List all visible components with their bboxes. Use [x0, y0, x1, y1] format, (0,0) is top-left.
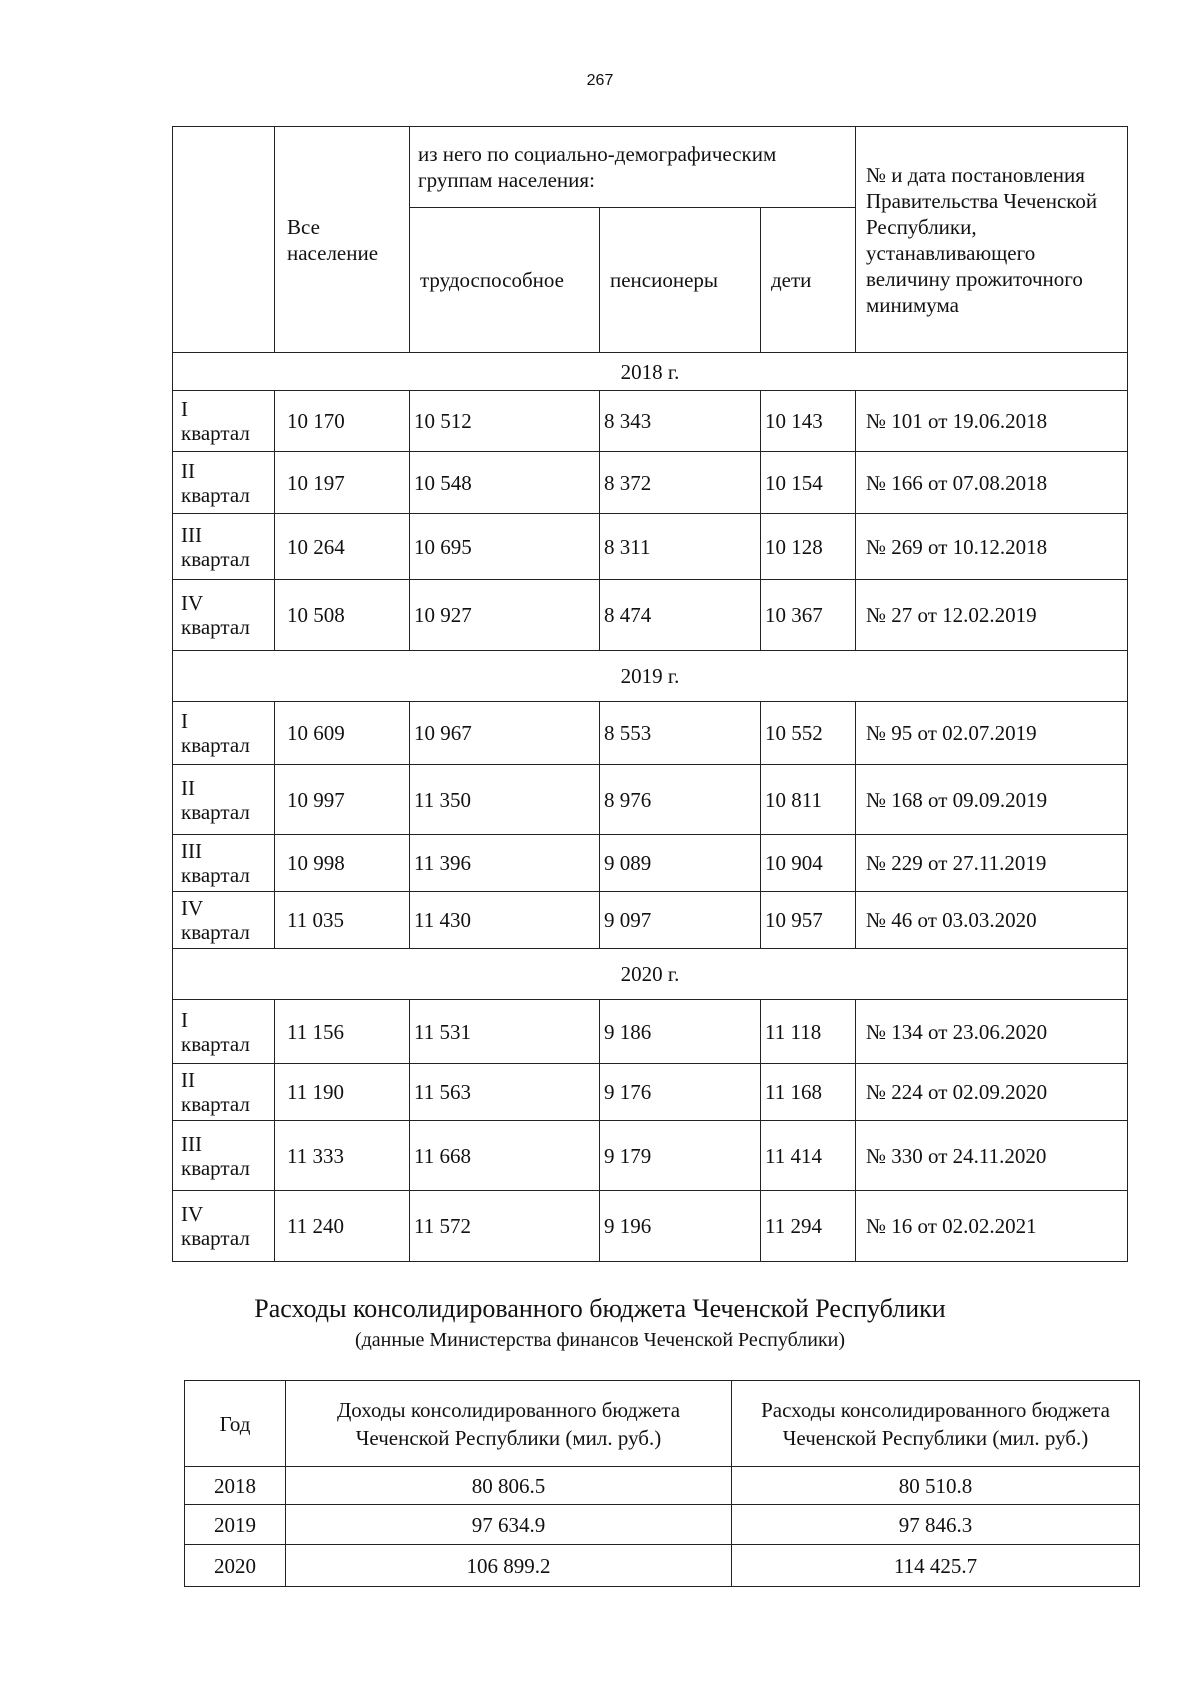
all-population-cell: 10 170	[275, 391, 410, 452]
year-cell: 2018	[185, 1467, 286, 1505]
pensioners-cell: 9 186	[600, 1000, 761, 1064]
resolution-cell: № 46 от 03.03.2020	[856, 892, 1128, 949]
pensioners-cell: 8 372	[600, 452, 761, 514]
children-cell: 11 168	[761, 1064, 856, 1121]
resolution-cell: № 224 от 02.09.2020	[856, 1064, 1128, 1121]
all-population-cell: 11 240	[275, 1191, 410, 1262]
table-row	[173, 514, 1128, 580]
working-age-cell: 10 967	[410, 702, 600, 765]
all-population-cell: 11 190	[275, 1064, 410, 1121]
all-population-cell: 10 197	[275, 452, 410, 514]
pensioners-cell: 9 176	[600, 1064, 761, 1121]
working-age-cell: 11 572	[410, 1191, 600, 1262]
working-age-cell: 11 531	[410, 1000, 600, 1064]
table-row	[173, 580, 1128, 651]
table-row	[173, 892, 1128, 949]
resolution-cell: № 330 от 24.11.2020	[856, 1121, 1128, 1191]
quarter-word: квартал	[181, 733, 250, 757]
quarter-cell	[173, 391, 275, 452]
income-cell: 106 899.2	[286, 1545, 732, 1587]
quarter-word: квартал	[181, 1092, 250, 1116]
quarter-cell	[173, 1121, 275, 1191]
quarter-word: квартал	[181, 1155, 250, 1180]
quarter-word: квартал	[181, 1031, 250, 1056]
resolution-cell: № 229 от 27.11.2019	[856, 835, 1128, 892]
resolution-cell: № 95 от 02.07.2019	[856, 702, 1128, 765]
pensioners-cell: 8 343	[600, 391, 761, 452]
quarter-cell	[173, 514, 275, 580]
all-population-cell: 11 333	[275, 1121, 410, 1191]
pensioners-cell: 8 976	[600, 765, 761, 835]
working-age-cell: 11 350	[410, 765, 600, 835]
year-cell: 2019	[185, 1505, 286, 1545]
children-cell: 10 904	[761, 835, 856, 892]
working-age-cell: 11 430	[410, 892, 600, 949]
quarter-word: квартал	[181, 920, 250, 944]
all-population-cell: 11 156	[275, 1000, 410, 1064]
pensioners-cell: 8 311	[600, 514, 761, 580]
table-row	[185, 1505, 1140, 1545]
all-population-cell: 10 997	[275, 765, 410, 835]
children-cell: 10 143	[761, 391, 856, 452]
quarter-word: квартал	[181, 615, 250, 639]
resolution-cell: № 101 от 19.06.2018	[856, 391, 1128, 452]
pensioners-cell: 9 196	[600, 1191, 761, 1262]
header-group: из него по социально-демографическим группам населения:	[410, 127, 856, 208]
quarter-roman: I	[181, 1007, 188, 1032]
table-row	[173, 391, 1128, 452]
children-cell: 11 414	[761, 1121, 856, 1191]
pensioners-cell: 9 179	[600, 1121, 761, 1191]
table-row	[173, 1191, 1128, 1262]
table-row	[173, 1121, 1128, 1191]
children-cell: 10 128	[761, 514, 856, 580]
table-row	[173, 765, 1128, 835]
children-cell: 11 294	[761, 1191, 856, 1262]
working-age-cell: 11 563	[410, 1064, 600, 1121]
quarter-cell	[173, 835, 275, 892]
table-row	[185, 1545, 1140, 1587]
quarter-cell	[173, 765, 275, 835]
table-row	[173, 1000, 1128, 1064]
quarter-roman: I	[181, 709, 188, 733]
pensioners-cell: 9 089	[600, 835, 761, 892]
header-empty-cell	[173, 127, 275, 353]
header-all-population: Все население	[275, 127, 410, 353]
quarter-roman: III	[181, 522, 202, 547]
table-row	[173, 452, 1128, 514]
income-cell: 97 634.9	[286, 1505, 732, 1545]
quarter-cell	[173, 702, 275, 765]
resolution-cell: № 166 от 07.08.2018	[856, 452, 1128, 514]
header-expenses: Расходы консолидированного бюджета Чеченской Республики (мил. руб.)	[732, 1381, 1140, 1467]
resolution-cell: № 168 от 09.09.2019	[856, 765, 1128, 835]
children-cell: 10 957	[761, 892, 856, 949]
year-row-label: 2019 г.	[173, 651, 1128, 702]
children-cell: 11 118	[761, 1000, 856, 1064]
table-row	[173, 1064, 1128, 1121]
income-cell: 80 806.5	[286, 1467, 732, 1505]
quarter-cell	[173, 1064, 275, 1121]
header-working-age: трудоспособное	[410, 208, 600, 353]
quarter-roman: I	[181, 397, 188, 421]
children-cell: 10 154	[761, 452, 856, 514]
quarter-roman: IV	[181, 896, 204, 920]
table-row	[173, 835, 1128, 892]
header-year: Год	[185, 1381, 286, 1467]
all-population-cell: 10 264	[275, 514, 410, 580]
children-cell: 10 811	[761, 765, 856, 835]
children-cell: 10 552	[761, 702, 856, 765]
header-resolution: № и дата постановления Правительства Чеченской Республики, устанавливающего величину прожиточного минимума	[856, 127, 1128, 353]
working-age-cell: 11 396	[410, 835, 600, 892]
quarter-cell	[173, 580, 275, 651]
quarter-word: квартал	[181, 482, 250, 507]
header-income: Доходы консолидированного бюджета Чеченской Республики (мил. руб.)	[286, 1381, 732, 1467]
working-age-cell: 10 927	[410, 580, 600, 651]
all-population-cell: 10 508	[275, 580, 410, 651]
resolution-cell: № 269 от 10.12.2018	[856, 514, 1128, 580]
section-subtitle: (данные Министерства финансов Чеченской Республики)	[354, 1329, 846, 1351]
header-pensioners: пенсионеры	[600, 208, 761, 353]
quarter-word: квартал	[181, 421, 250, 445]
working-age-cell: 11 668	[410, 1121, 600, 1191]
quarter-cell	[173, 1191, 275, 1262]
pensioners-cell: 8 474	[600, 580, 761, 651]
year-row-label: 2018 г.	[173, 353, 1128, 391]
expenses-cell: 114 425.7	[732, 1545, 1140, 1587]
pensioners-cell: 9 097	[600, 892, 761, 949]
quarter-roman: IV	[181, 1202, 204, 1226]
quarter-cell	[173, 892, 275, 949]
header-children: дети	[761, 208, 856, 353]
quarter-word: квартал	[181, 799, 250, 824]
all-population-cell: 11 035	[275, 892, 410, 949]
resolution-cell: № 27 от 12.02.2019	[856, 580, 1128, 651]
quarter-word: квартал	[181, 863, 250, 887]
year-row-label: 2020 г.	[173, 949, 1128, 1000]
quarter-roman: II	[181, 1068, 195, 1092]
quarter-roman: IV	[181, 591, 204, 615]
expenses-cell: 80 510.8	[732, 1467, 1140, 1505]
year-cell: 2020	[185, 1545, 286, 1587]
resolution-cell: № 16 от 02.02.2021	[856, 1191, 1128, 1262]
children-cell: 10 367	[761, 580, 856, 651]
quarter-roman: III	[181, 1131, 202, 1156]
quarter-roman: II	[181, 458, 195, 483]
pensioners-cell: 8 553	[600, 702, 761, 765]
section-title: Расходы консолидированного бюджета Чеченской Республики	[254, 1294, 946, 1323]
subsistence-minimum-table	[172, 126, 1128, 1262]
quarter-cell	[173, 1000, 275, 1064]
resolution-cell: № 134 от 23.06.2020	[856, 1000, 1128, 1064]
all-population-cell: 10 998	[275, 835, 410, 892]
quarter-cell	[173, 452, 275, 514]
budget-table	[184, 1380, 1140, 1587]
quarter-roman: II	[181, 775, 195, 800]
quarter-roman: III	[181, 839, 202, 863]
table-row	[185, 1467, 1140, 1505]
quarter-word: квартал	[181, 546, 250, 571]
all-population-cell: 10 609	[275, 702, 410, 765]
working-age-cell: 10 512	[410, 391, 600, 452]
working-age-cell: 10 548	[410, 452, 600, 514]
page-number: 267	[586, 72, 614, 89]
expenses-cell: 97 846.3	[732, 1505, 1140, 1545]
working-age-cell: 10 695	[410, 514, 600, 580]
table-row	[173, 702, 1128, 765]
quarter-word: квартал	[181, 1226, 250, 1250]
